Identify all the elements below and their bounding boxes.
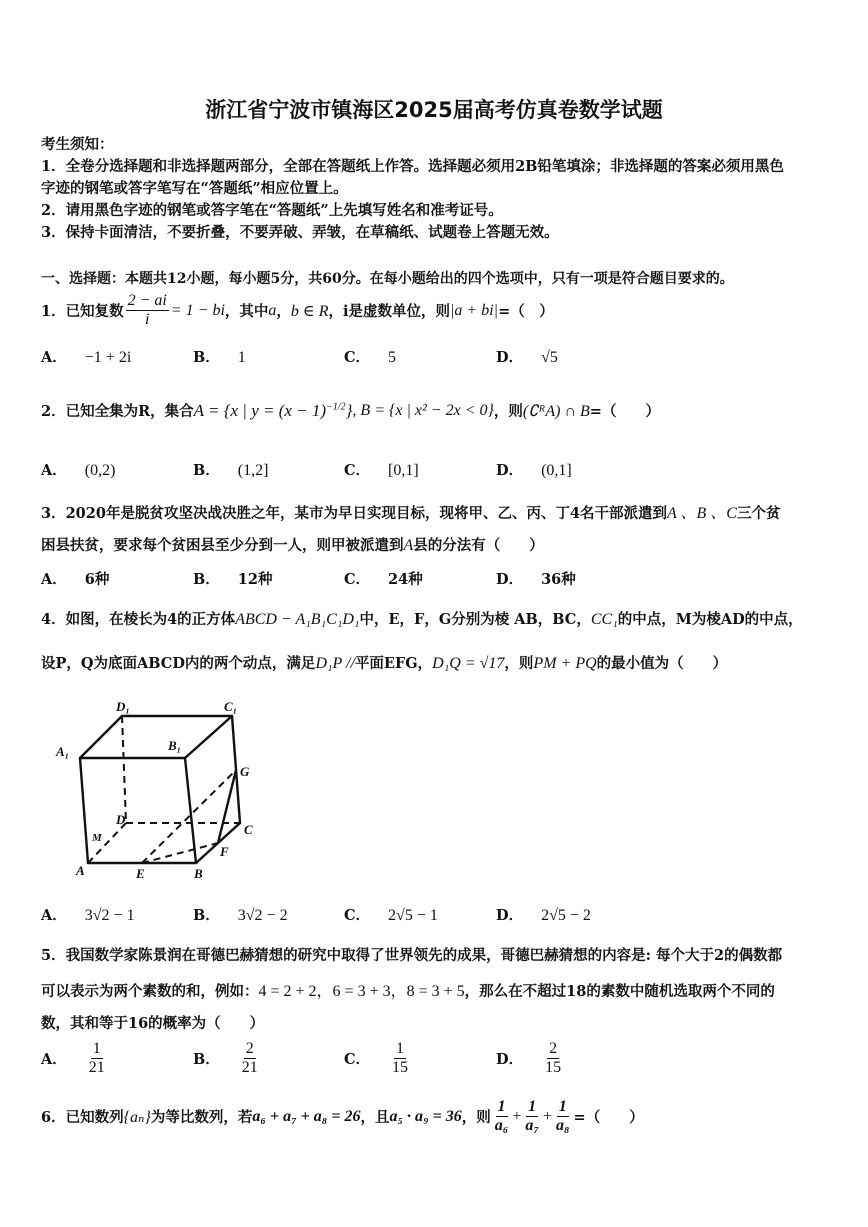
q2-prefix: 2．已知全集为R，集合: [41, 403, 194, 420]
question-5-line-1: 5．我国数学家陈景润在哥德巴赫猜想的研究中取得了世界领先的成果，哥德巴赫猜想的内容是: 每个大于2的偶数都: [41, 947, 783, 964]
q4-option-a: A． 3√2 − 1: [41, 907, 135, 924]
notice-heading: 考生须知：: [41, 136, 114, 153]
question-2: [41, 400, 660, 421]
q1-option-c: C． 5: [344, 349, 397, 366]
q2-set-a: A = {x | $y = (x - 1)^{-1/2}$}: [193, 400, 353, 420]
q1-text1: ，其中: [224, 303, 269, 320]
q1-text2: ，: [276, 303, 291, 320]
q5-option-c: C． $\frac{1}{15}$: [344, 1040, 409, 1076]
q2-option-a: A． (0,2): [41, 462, 116, 479]
edge-a1-d1: [80, 716, 122, 758]
q2-option-b: B． (1,2]: [193, 462, 269, 479]
label-a1: A₁: [56, 744, 70, 759]
label-a: A: [76, 863, 85, 878]
section-heading: 一、选择题：本题共12小题，每小题5分，共60分。在每小题给出的四个选项中，只有一项是符合题目要求的。: [41, 271, 734, 287]
notice-item-2: 2．请用黑色字迹的钢笔或答字笔在“答题纸”上先填写姓名和准考证号。: [41, 202, 503, 219]
notice-item-1: 1．全卷分选择题和非选择题两部分，全部在答题纸上作答。选择题必须用2B铅笔填涂；非选择题的答案必须用黑色: [41, 158, 784, 175]
q3-option-b: B． 12种: [193, 571, 273, 588]
q2-option-d: D． (0,1]: [496, 462, 572, 479]
q3-option-a: A． 6种: [41, 571, 110, 588]
q1-option-b: B． 1: [193, 349, 246, 366]
q5-option-d: D． $\frac{2}{15}$: [496, 1040, 562, 1076]
q1-b-in-r: b ∈ R: [290, 302, 329, 320]
q2-option-c: C． [0,1]: [344, 462, 419, 479]
question-3-line-1: 3．2020年是脱贫攻坚决战决胜之年，某市为早日实现目标，现将甲、乙、丙、丁4名干部派遣到A 、B 、C三个贫: [41, 505, 781, 522]
exam-title: 浙江省宁波市镇海区2025届高考仿真卷数学试题: [205, 98, 663, 122]
question-6: 6．已知数列 {aₙ} 为等比数列，若 a₆ + a₇ + a₈ = 26 ，且 a₅ · a₉ = 36 ，则 $\frac{1}{\text{a₆}}$ + $\frac{1}{\text{a₇}}$ + $\frac{1}{\text{a₈}}$ =（ ）: [41, 1098, 644, 1134]
q2-set-b: , B = {x | x² − 2x < 0}: [352, 401, 494, 419]
question-1: [41, 292, 554, 329]
q1-option-d: D． √5: [496, 349, 558, 366]
label-d1: D₁: [116, 699, 130, 714]
q4-option-b: B． 3√2 − 2: [193, 907, 288, 924]
q5-option-b: B． $\frac{2}{21}$: [193, 1040, 258, 1076]
q1-numerator: 2 − ai: [127, 292, 167, 309]
q1-text3: ，i是虚数单位，则: [328, 303, 451, 320]
label-b1: B₁: [168, 738, 182, 753]
label-m: M: [92, 832, 102, 844]
label-c1: C₁: [224, 699, 238, 714]
label-d: D: [116, 812, 126, 827]
edge-a1-a: [80, 758, 88, 863]
q2-tail2: =（ ）: [589, 403, 660, 420]
question-4-line-2: 设P，Q为底面ABCD内的两个动点，满足D₁P //平面EFG，D₁Q = √17，则PM + PQ的最小值为（ ）: [41, 655, 728, 672]
label-b: B: [194, 866, 203, 881]
cube-figure: [50, 698, 280, 890]
q2-expression: (∁ᴿA) ∩ B: [522, 402, 590, 420]
question-5-line-3: 数，其和等于16的概率为（ ）: [41, 1015, 265, 1032]
q1-abs: |a + bi|: [450, 301, 499, 319]
notice-item-3: 3．保持卡面清洁，不要折叠，不要弄破、弄皱，在草稿纸、试题卷上答题无效。: [41, 224, 559, 241]
q5-option-a: A． $\frac{1}{21}$: [41, 1040, 105, 1076]
segment-g-f: [218, 770, 236, 843]
q1-denominator: i: [144, 311, 150, 328]
q1-a: a: [268, 301, 277, 319]
q3-option-c: C． 24种: [344, 571, 423, 588]
q1-prefix: 1．已知复数: [41, 303, 124, 320]
label-c: C: [244, 822, 253, 837]
label-g: G: [240, 764, 250, 779]
question-3-line-2: 困县扶贫，要求每个贫困县至少分到一人，则甲被派遣到A县的分法有（ ）: [41, 537, 544, 554]
edge-d1-d-hidden: [122, 716, 126, 823]
q2-tail1: ，则: [493, 403, 523, 420]
q1-tail: =（ ）: [498, 303, 554, 320]
q4-option-d: D． 2√5 − 2: [496, 907, 591, 924]
label-f: F: [220, 844, 229, 859]
q1-equation: = 1 − bi: [170, 301, 225, 319]
q3-option-d: D． 36种: [496, 571, 576, 588]
question-4-line-1: 4．如图，在棱长为4的正方体ABCD − A₁B₁C₁D₁中，E，F，G分别为棱 AB，BC，CC₁的中点，M为棱AD的中点，: [41, 611, 803, 628]
edge-b1-c1: [185, 716, 232, 758]
notice-item-1-cont: 字迹的钢笔或答字笔写在“答题纸”相应位置上。: [41, 180, 348, 197]
q4-option-c: C． 2√5 − 1: [344, 907, 438, 924]
q1-fraction: [126, 292, 169, 329]
label-e: E: [136, 866, 145, 881]
q1-option-a: A． −1 + 2i: [41, 349, 132, 366]
question-5-line-2: 可以表示为两个素数的和，例如：4 = 2 + 2，6 = 3 + 3，8 = 3 + 5，那么在不超过18的素数中随机选取两个不同的: [41, 983, 775, 1000]
